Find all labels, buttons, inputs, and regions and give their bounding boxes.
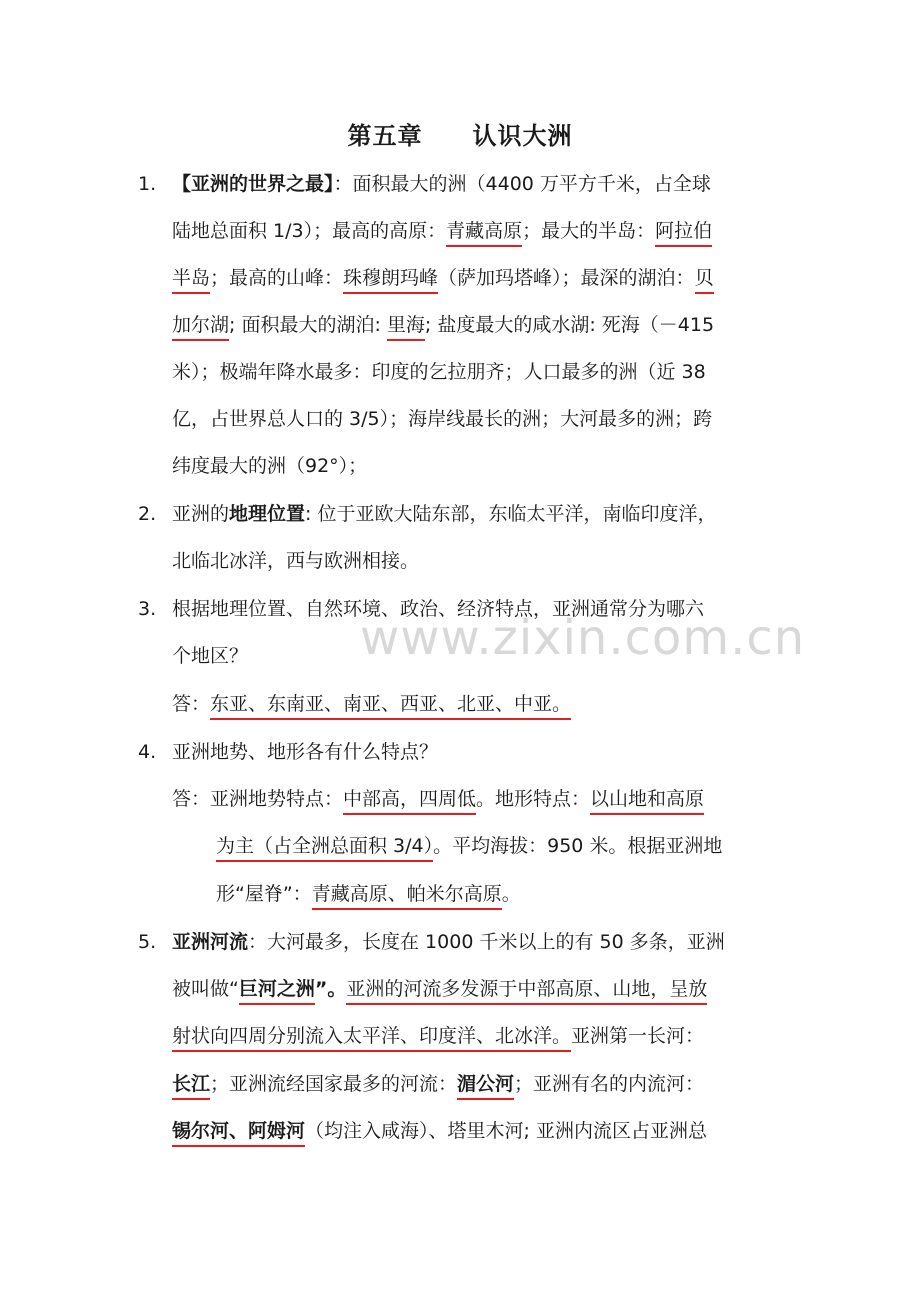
underlined-text: 里海 <box>387 314 425 341</box>
list-number: 3. <box>138 598 157 620</box>
list-number: 4. <box>138 741 157 763</box>
paragraph-line <box>172 546 419 576</box>
list-number: 5. <box>138 931 157 953</box>
paragraph-line <box>172 784 704 814</box>
bold-text: 地理位置 <box>229 503 306 525</box>
text-run: （萨加玛塔峰）；最深的湖泊： <box>438 267 695 289</box>
underlined-text: 亚洲的河流多发源于中部高原、山地，呈放 <box>346 978 707 1005</box>
paragraph-line <box>172 1069 704 1099</box>
text-run: ; 盐度最大的咸水湖: 死海（－415 <box>424 314 715 336</box>
underlined-text: 阿拉伯 <box>655 220 712 247</box>
paragraph-line <box>172 927 725 957</box>
underlined-text: 贝 <box>695 267 714 294</box>
text-run: 答： <box>172 693 211 715</box>
text-run: ；最大的半岛： <box>522 220 656 242</box>
paragraph-line <box>172 499 716 529</box>
paragraph-line <box>172 310 714 340</box>
paragraph-line <box>172 451 367 481</box>
underlined-text: 长江 <box>172 1073 210 1100</box>
text-run: 米）；极端年降水最多：印度的乞拉朋齐；人口最多的洲（近 38 <box>172 361 706 383</box>
text-run: 纬度最大的洲（92°）； <box>172 455 368 477</box>
text-run: ；亚洲流经国家最多的河流： <box>210 1073 458 1095</box>
text-run: ; 面积最大的湖泊: <box>229 314 387 336</box>
bold-text: 亚洲河流 <box>172 931 249 953</box>
text-run: 亚洲地势、地形各有什么特点？ <box>172 741 439 763</box>
paragraph-line <box>172 1021 704 1051</box>
text-run: : 位于亚欧大陆东部，东临太平洋，南临印度洋， <box>305 503 717 525</box>
text-run: 。平均海拔：950 米。根据亚洲地 <box>433 835 723 857</box>
text-run: 个地区？ <box>172 645 249 667</box>
text-run: 北临北冰洋，西与欧洲相接。 <box>172 550 420 572</box>
text-run: 亿，占世界总人口的 3/5）；海岸线最长的洲；大河最多的洲；跨 <box>172 408 713 430</box>
paragraph-line <box>172 357 706 387</box>
text-run: 形“屋脊”： <box>216 883 312 905</box>
underlined-text: 加尔湖 <box>172 314 229 341</box>
text-run: ：面积最大的洲（4400 万平方千米，占全球 <box>333 173 711 195</box>
text-run: 。 <box>501 883 521 905</box>
paragraph-line <box>172 1116 707 1146</box>
text-run: （均注入咸海）、塔里木河; 亚洲内流区占亚洲总 <box>305 1120 707 1142</box>
text-run: 被叫做“ <box>172 978 239 1000</box>
underlined-text: 青藏高原 <box>446 220 522 247</box>
underlined-text: 青藏高原、帕米尔高原 <box>312 883 502 910</box>
paragraph-line <box>216 879 521 909</box>
list-number: 1. <box>138 173 157 195</box>
paragraph-line <box>172 689 571 719</box>
list-number: 2. <box>138 503 157 525</box>
text-run: ；亚洲有名的内流河： <box>514 1073 705 1095</box>
text-run: 亚洲的 <box>172 503 230 525</box>
underlined-text: 锡尔河、阿姆河 <box>172 1120 305 1147</box>
bold-text: ”。 <box>314 978 347 1000</box>
paragraph-line <box>172 263 714 293</box>
underlined-text: 东亚、东南亚、南亚、西亚、北亚、中亚。 <box>210 693 571 720</box>
paragraph-line <box>172 216 712 246</box>
underlined-text: 以山地和高原 <box>590 788 704 815</box>
text-run: ；最高的山峰： <box>210 267 344 289</box>
watermark: www.zixin.com.cn <box>360 610 806 666</box>
underlined-text: 中部高，四周低 <box>343 788 476 815</box>
text-run: 亚洲第一长河： <box>571 1025 705 1047</box>
text-run: 。地形特点： <box>476 788 591 810</box>
paragraph-line <box>172 641 248 671</box>
paragraph-line <box>172 737 438 767</box>
paragraph-line <box>172 594 704 624</box>
text-run: ：大河最多，长度在 1000 千米以上的有 50 多条，亚洲 <box>248 931 725 953</box>
underlined-text: 湄公河 <box>457 1073 514 1100</box>
text-run: 陆地总面积 1/3）；最高的高原： <box>172 220 447 242</box>
underlined-text: 巨河之洲 <box>239 978 315 1005</box>
paragraph-line <box>172 404 712 434</box>
chapter-title: 第五章 认识大洲 <box>347 122 573 150</box>
underlined-text: 射状向四周分别流入太平洋、印度洋、北冰洋。 <box>172 1025 571 1052</box>
underlined-text: 珠穆朗玛峰 <box>343 267 438 294</box>
text-run: 根据地理位置、自然环境、政治、经济特点，亚洲通常分为哪六 <box>172 598 705 620</box>
underlined-text: 半岛 <box>172 267 210 294</box>
underlined-text: 为主（占全洲总面积 3/4） <box>216 835 433 862</box>
bold-text: 【亚洲的世界之最】 <box>172 173 334 195</box>
paragraph-line <box>172 169 711 199</box>
paragraph-line <box>172 974 707 1004</box>
text-run: 答：亚洲地势特点： <box>172 788 344 810</box>
paragraph-line <box>216 831 722 861</box>
